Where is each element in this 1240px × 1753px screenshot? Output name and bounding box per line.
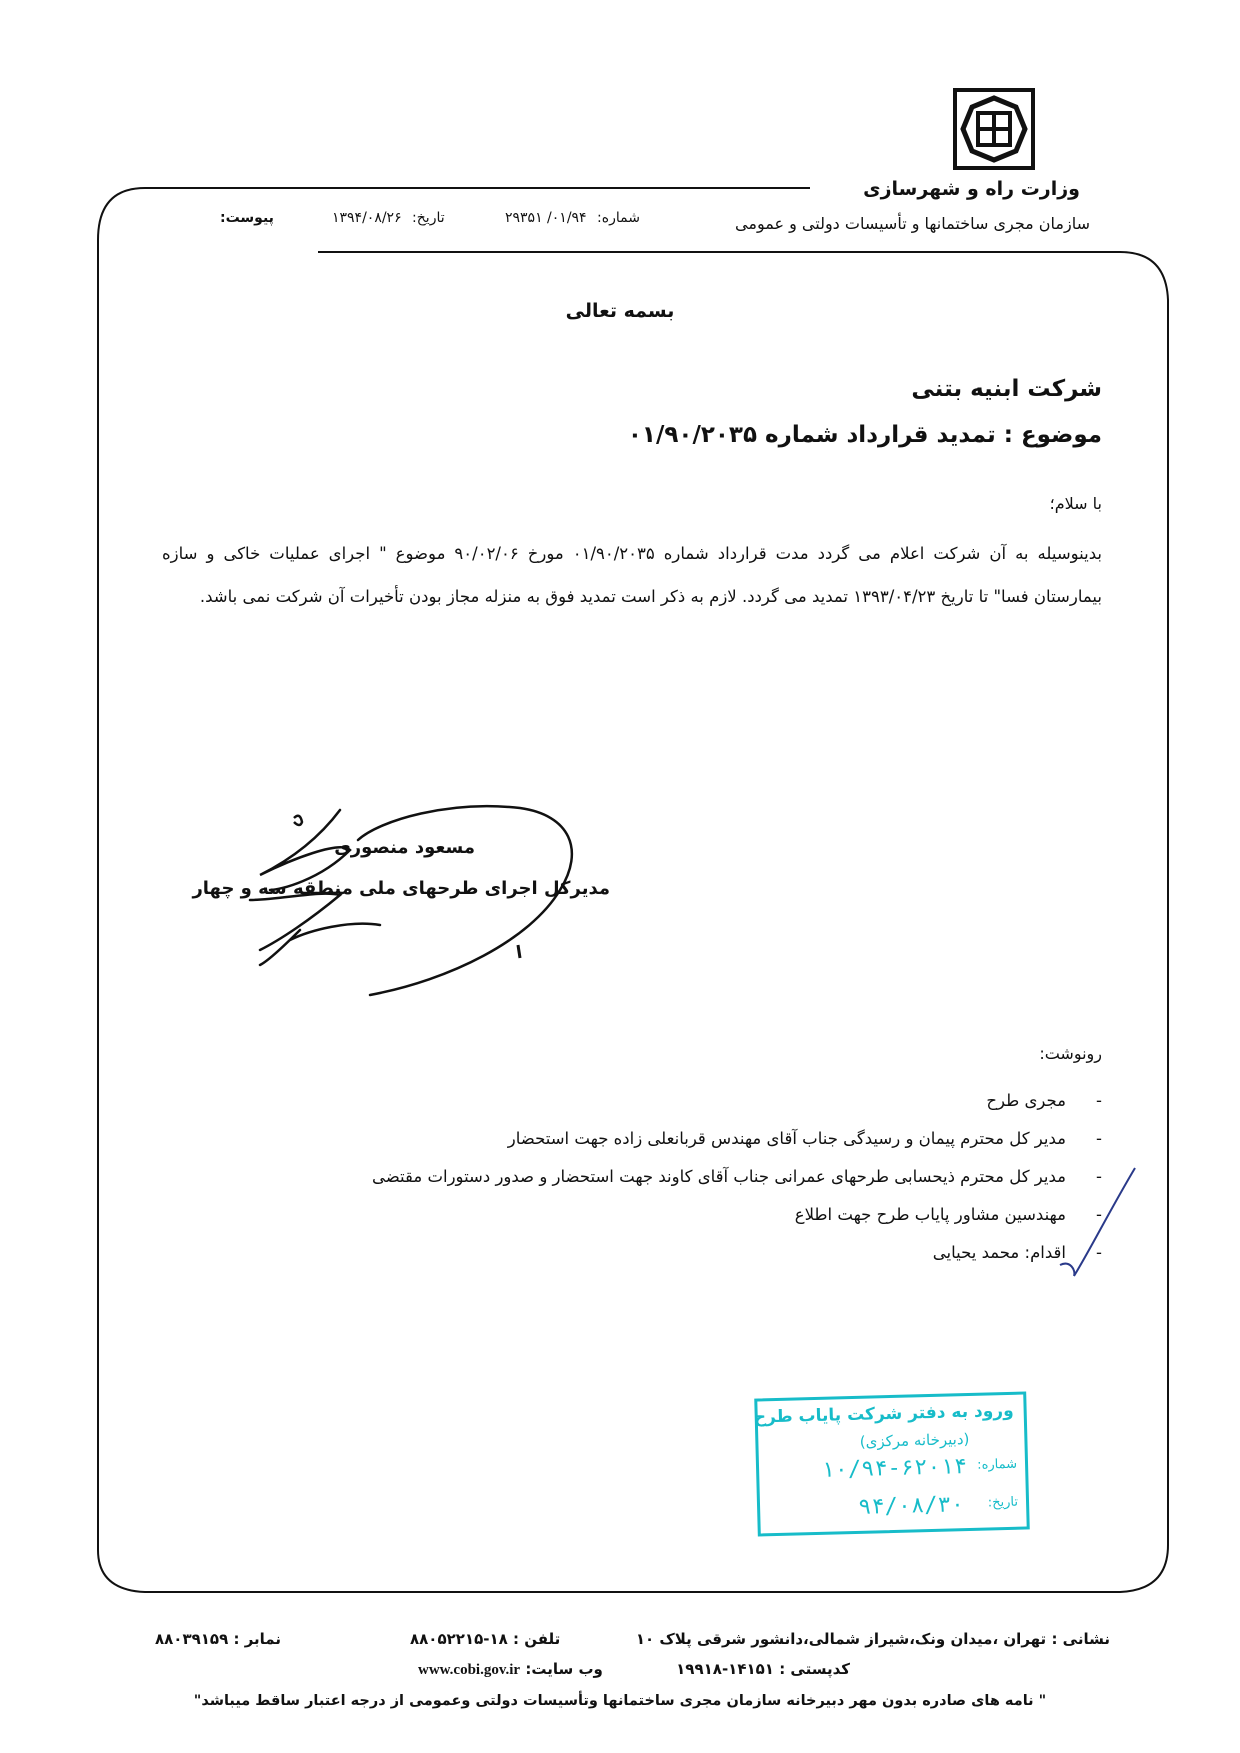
cc-list (142, 1082, 1102, 1272)
phone-value: ۱۸-۸۸۰۵۲۲۱۵ (410, 1630, 508, 1648)
signer-title: مدیرکل اجرای طرحهای ملی منطقه سه و چهار (192, 878, 610, 899)
footer-website (418, 1660, 603, 1679)
stamp-line1: ورود به دفتر شرکت پایاب طرح (753, 1400, 1014, 1428)
attachment-label: پیوست: (220, 210, 274, 226)
stamp-line2: (دبیرخانه مرکزی) (859, 1429, 970, 1451)
organization-name: سازمان مجری ساختمانها و تأسیسات دولتی و عمومی (735, 214, 1090, 233)
phone-label: تلفن : (513, 1630, 561, 1648)
cc-item: - مدیر کل محترم پیمان و رسیدگی جناب آقای مهندس قربانعلی زاده جهت استحضار (507, 1129, 1102, 1148)
footer-address (636, 1630, 1110, 1648)
postal-label: کدپستی : (779, 1660, 850, 1678)
received-stamp (754, 1391, 1030, 1536)
bismillah: بسمه تعالی (565, 300, 675, 322)
check-mark-icon (1050, 1160, 1150, 1280)
date-value: ۱۳۹۴/۰۸/۲۶ (332, 210, 402, 226)
website-value: www.cobi.gov.ir (418, 1662, 521, 1678)
cc-item: - مجری طرح (986, 1091, 1102, 1110)
footer-phone (410, 1630, 560, 1648)
cc-heading: رونوشت: (1039, 1044, 1102, 1063)
subject: موضوع : تمدید قرارداد شماره ۰۱/۹۰/۲۰۳۵ (627, 422, 1102, 448)
cc-item: - اقدام: محمد یحیایی (932, 1243, 1102, 1262)
address-label: نشانی : (1051, 1630, 1110, 1648)
fax-label: نمابر : (233, 1630, 281, 1648)
postal-value: ۱۴۱۵۱-۱۹۹۱۸ (676, 1660, 774, 1678)
cc-item: - مهندسین مشاور پایاب طرح جهت اطلاع (794, 1205, 1102, 1224)
ministry-logo (953, 88, 1035, 170)
footer-postal (676, 1660, 850, 1678)
stamp-date-label: تاریخ: (987, 1494, 1019, 1511)
number-label: شماره: (597, 210, 640, 226)
letter-date (332, 210, 445, 226)
signer-name: مسعود منصوری (334, 837, 475, 858)
fax-value: ۸۸۰۳۹۱۵۹ (155, 1630, 229, 1648)
number-value: ۰۱/۹۴/ ۲۹۳۵۱ (505, 210, 587, 226)
footer-fax (155, 1630, 281, 1648)
stamp-number-value: ۱۰/۹۴-۶۲۰۱۴ (821, 1454, 968, 1483)
address-value: تهران ،میدان ونک،شیراز شمالی،دانشور شرقی پلاک ۱۰ (635, 1630, 1047, 1648)
footer-note: " نامه های صادره بدون مهر دبیرخانه سازمان مجری ساختمانها وتأسیسات دولتی وعمومی از درجه اعتبار ساقط میباشد" (193, 1693, 1047, 1709)
letter-number (505, 210, 640, 226)
date-label: تاریخ: (412, 210, 445, 226)
stamp-number-label: شماره: (977, 1456, 1018, 1473)
letter-body: بدینوسیله به آن شرکت اعلام می گردد مدت قرارداد شماره ۰۱/۹۰/۲۰۳۵ مورخ ۹۰/۰۲/۰۶ موضوع " اجرای عملیات خاکی و سازه بیمارستان فسا" تا تاریخ ۱۳۹۳/۰۴/۲۳ تمدید می گردد. لازم به ذکر است تمدید فوق به منزله مجاز بودن تأخیرات آن شرکت نمی باشد. (162, 544, 1102, 606)
stamp-date-value: ۹۴/۰۸/۳۰ (857, 1492, 965, 1520)
greeting: با سلام؛ (1049, 494, 1102, 513)
ministry-name: وزارت راه و شهرسازی (863, 178, 1080, 200)
recipient: شرکت ابنیه بتنی (911, 376, 1102, 402)
cc-item: - مدیر کل محترم ذیحسابی طرحهای عمرانی جناب آقای کاوند جهت استحضار و صدور دستورات مقتضی (371, 1167, 1102, 1186)
website-label: وب سایت: (525, 1660, 603, 1678)
